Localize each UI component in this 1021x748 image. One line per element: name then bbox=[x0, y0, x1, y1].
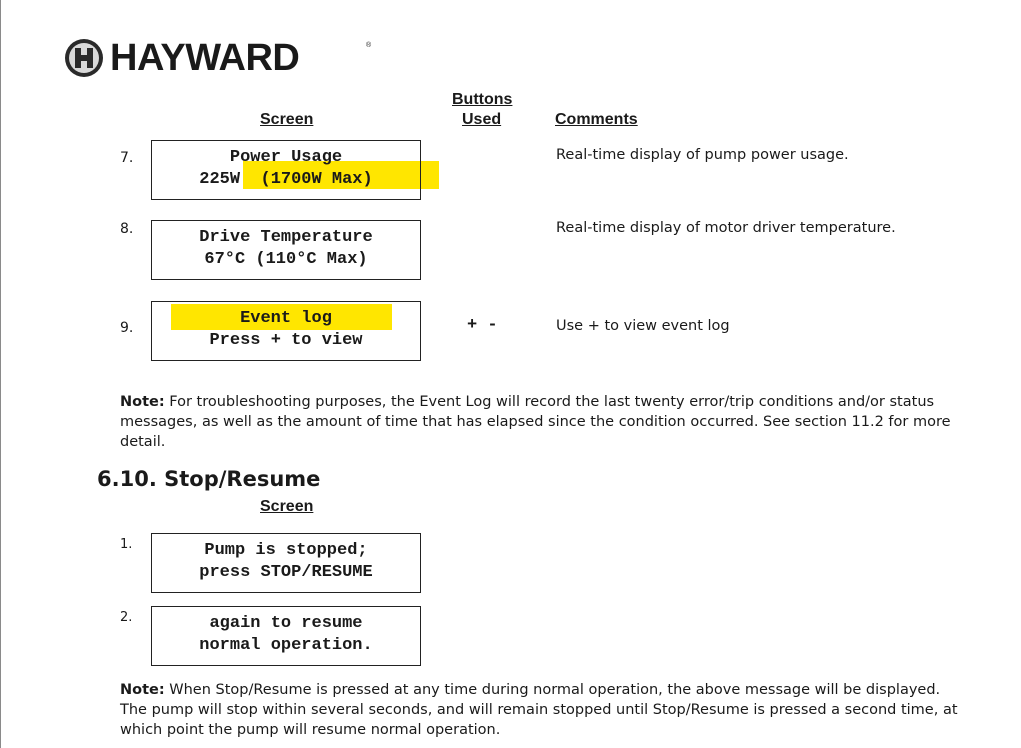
lcd-line-2: Press + to view bbox=[209, 331, 363, 350]
lcd-line-2: 67°C (110°C Max) bbox=[204, 250, 368, 269]
lcd-line-2: 225W (1700W Max) bbox=[199, 170, 373, 189]
page-edge bbox=[0, 0, 1, 748]
lcd-line-1: Pump is stopped; bbox=[204, 541, 368, 560]
row-number: 7. bbox=[120, 150, 134, 166]
note-text: When Stop/Resume is pressed at any time during normal operation, the above message will be displayed. The pump will stop within several seconds, and will remain stopped until Stop/Resume is pressed a second time, at which point the pump will resume normal operation. bbox=[120, 682, 958, 738]
note-label: Note: bbox=[120, 682, 165, 698]
section-title: Stop/Resume bbox=[164, 467, 321, 491]
buttons-column-header: Buttons bbox=[452, 91, 513, 108]
note-text: For troubleshooting purposes, the Event Log will record the last twenty error/trip conditions and/or status messages, as well as the amount of time that has elapsed since the condition occurred. See section 11.2 for more detail. bbox=[120, 394, 951, 450]
registered-mark: ® bbox=[366, 42, 372, 49]
lcd-line-1: again to resume bbox=[209, 614, 363, 633]
comments-column-header: Comments bbox=[555, 111, 638, 128]
lcd-line-1: Drive Temperature bbox=[199, 228, 373, 247]
stop-screen-header: Screen bbox=[260, 498, 314, 515]
row-number: 1. bbox=[120, 537, 133, 552]
buttons-used: + - bbox=[467, 316, 498, 335]
row-comment: Real-time display of pump power usage. bbox=[556, 147, 849, 163]
screen-column-header: Screen bbox=[260, 111, 314, 128]
lcd-screen-resume bbox=[151, 606, 421, 666]
row-number: 9. bbox=[120, 320, 134, 336]
row-number: 8. bbox=[120, 221, 134, 237]
section-heading bbox=[97, 466, 320, 492]
row-comment: Real-time display of motor driver temperature. bbox=[556, 220, 896, 236]
stop-resume-note bbox=[120, 680, 970, 740]
lcd-line-2: press STOP/RESUME bbox=[199, 563, 373, 582]
hayward-h-logo-icon bbox=[64, 38, 104, 78]
row-comment: Use + to view event log bbox=[556, 318, 730, 334]
section-number: 6.10. bbox=[97, 467, 157, 491]
lcd-screen-event-log bbox=[151, 301, 421, 361]
hayward-logo bbox=[64, 37, 372, 79]
lcd-line-1: Power Usage bbox=[229, 148, 343, 167]
lcd-screen-power-usage bbox=[151, 140, 421, 200]
lcd-screen-drive-temperature bbox=[151, 220, 421, 280]
used-column-header: Used bbox=[462, 111, 502, 128]
brand-name: HAYWARD bbox=[110, 37, 300, 79]
event-log-note bbox=[120, 392, 970, 452]
row-number: 2. bbox=[120, 610, 133, 625]
lcd-line-1: Event log bbox=[240, 309, 332, 328]
lcd-screen-stopped bbox=[151, 533, 421, 593]
lcd-line-2: normal operation. bbox=[199, 636, 373, 655]
note-label: Note: bbox=[120, 394, 165, 410]
